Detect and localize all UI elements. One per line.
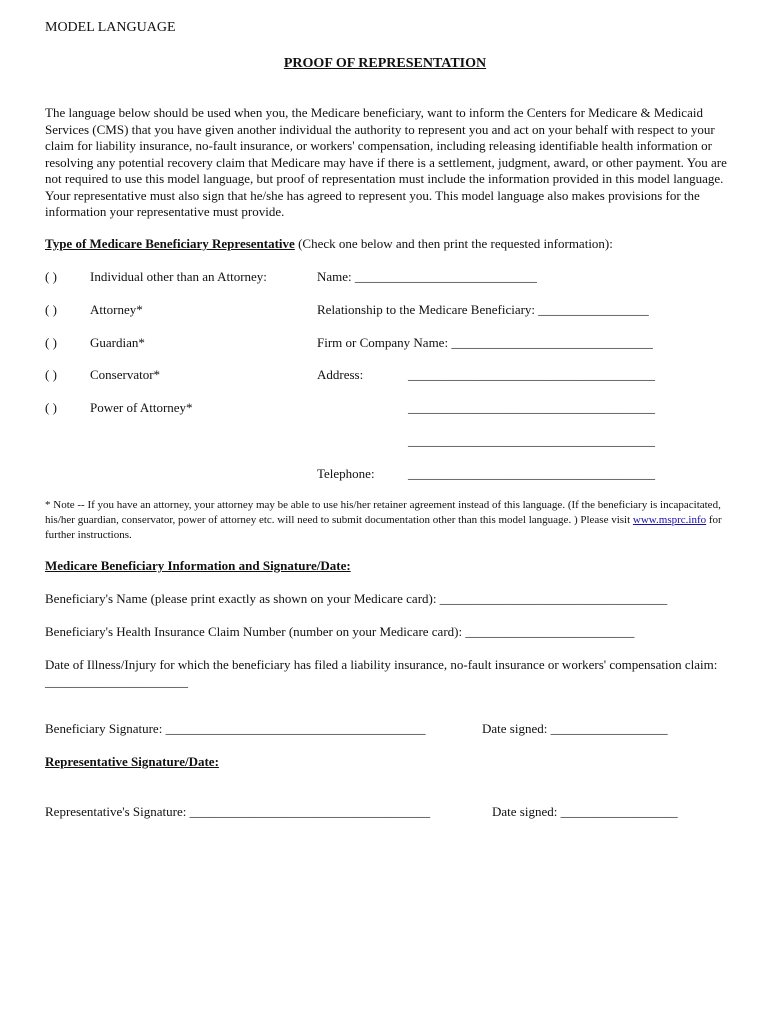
relationship-field[interactable]: Relationship to the Medicare Beneficiary: _________________ [317, 302, 649, 317]
address-line-2[interactable]: ______________________________________ [408, 400, 655, 415]
option-conservator-label: Conservator* [90, 367, 161, 382]
checkbox-power-of-attorney[interactable]: ( ) [45, 400, 57, 415]
beneficiary-section-heading: Medicare Beneficiary Information and Signature/Date: [45, 558, 351, 573]
option-attorney-label: Attorney* [90, 302, 143, 317]
attorney-note [45, 498, 725, 543]
checkbox-individual[interactable]: ( ) [45, 269, 57, 284]
beneficiary-name-field[interactable]: Beneficiary's Name (please print exactly as shown on your Medicare card): ___________________________________ [45, 591, 668, 606]
beneficiary-date-field[interactable]: Date signed: __________________ [482, 721, 668, 736]
checkbox-guardian[interactable]: ( ) [45, 335, 57, 350]
option-power-of-attorney-label: Power of Attorney* [90, 400, 193, 415]
telephone-field[interactable]: ______________________________________ [408, 466, 655, 481]
option-individual-label: Individual other than an Attorney: [90, 269, 267, 284]
note-text: * Note -- If you have an attorney, your attorney may be able to use his/her retainer agreement instead of this language. (If the beneficiary is incapacitated, his/her guardian, conservator, power of attorney etc. will need to submit documentation other than this model language. ) Please visit [45, 499, 721, 526]
representative-type-instruction: (Check one below and then print the requested information): [294, 236, 613, 251]
claim-number-field[interactable]: Beneficiary's Health Insurance Claim Number (number on your Medicare card): __________________________ [45, 624, 635, 639]
firm-name-field[interactable]: Firm or Company Name: _______________________________ [317, 335, 653, 350]
representative-date-field[interactable]: Date signed: __________________ [492, 804, 678, 819]
representative-type-header [45, 236, 613, 252]
representative-section-heading: Representative Signature/Date: [45, 754, 219, 769]
address-label: Address: [317, 367, 364, 382]
address-line-3[interactable]: ______________________________________ [408, 433, 655, 448]
checkbox-conservator[interactable]: ( ) [45, 367, 57, 382]
representative-signature-field[interactable]: Representative's Signature: _____________________________________ [45, 804, 431, 819]
page-title: PROOF OF REPRESENTATION [283, 56, 487, 71]
model-language-label: MODEL LANGUAGE [45, 20, 176, 35]
option-guardian-label: Guardian* [90, 335, 145, 350]
representative-type-heading: Type of Medicare Beneficiary Representative [45, 236, 295, 251]
checkbox-attorney[interactable]: ( ) [45, 302, 57, 317]
telephone-label: Telephone: [317, 466, 375, 481]
illness-date-field[interactable]: Date of Illness/Injury for which the beneficiary has filed a liability insurance, no-fault insurance or workers' compensation claim: ______________________ [45, 657, 718, 689]
note-text-end: for further instructions. [45, 514, 722, 541]
msprc-link[interactable]: www.msprc.info [632, 514, 707, 526]
beneficiary-signature-field[interactable]: Beneficiary Signature: ________________________________________ [45, 721, 426, 736]
intro-paragraph: The language below should be used when you, the Medicare beneficiary, want to inform the Centers for Medicare & Medicaid Services (CMS) that you have given another individual the authority to represent you and act on your behalf with respect to your claim for liability insurance, no-fault insurance, or workers' compensation, including releasing identifiable health information or resolving any potential recovery claim that Medicare may have if there is a settlement, judgment, award, or other payment. You are not required to use this model language, but proof of representation must include the information provided in this model language. Your representative must also sign that he/she has agreed to represent you. This model language also makes provisions for the information your representative must provide. [45, 105, 727, 219]
name-field[interactable]: Name: ____________________________ [317, 269, 537, 284]
address-line-1[interactable]: ______________________________________ [408, 367, 655, 382]
